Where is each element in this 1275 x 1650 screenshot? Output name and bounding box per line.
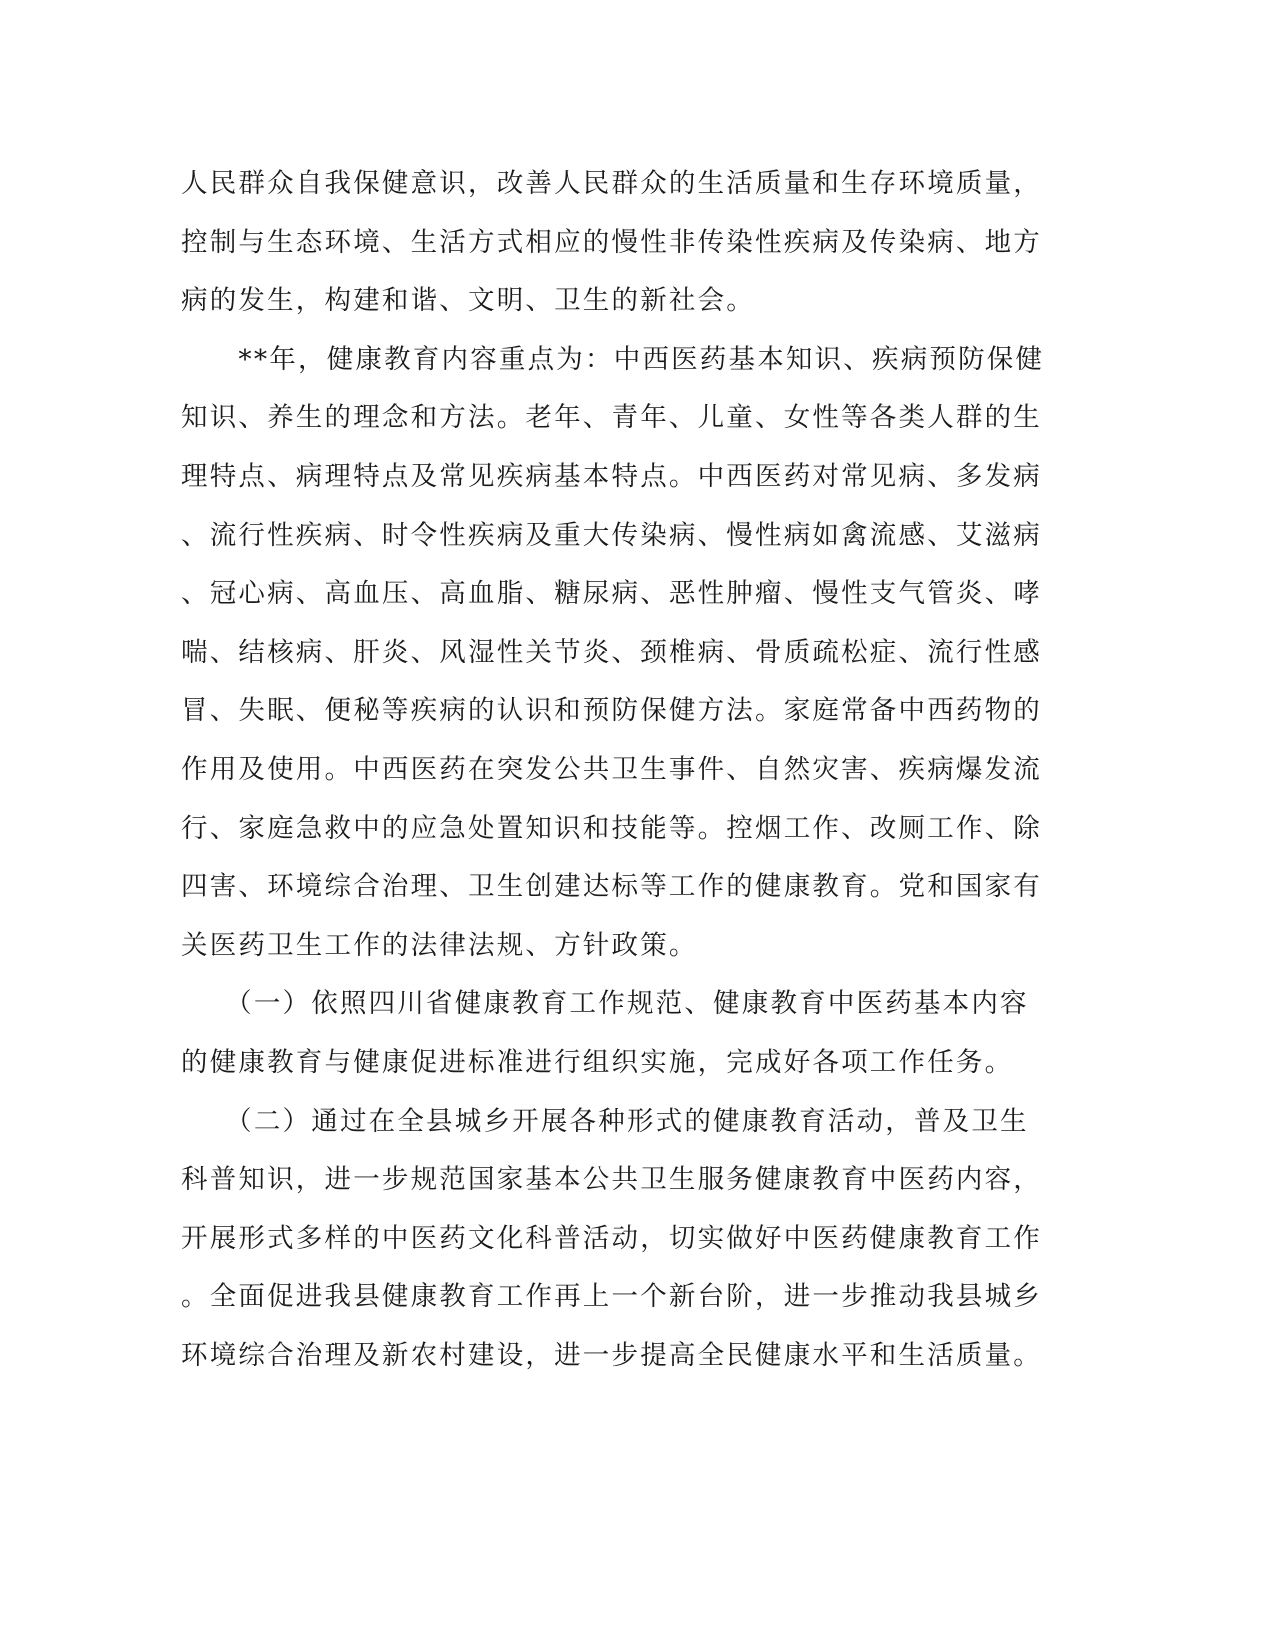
text-line: 行、家庭急救中的应急处置知识和技能等。控烟工作、改厕工作、除: [181, 812, 1042, 844]
text-line: 、流行性疾病、时令性疾病及重大传染病、慢性病如禽流感、艾滋病: [181, 519, 1042, 551]
text-line: 关医药卫生工作的法律法规、方针政策。: [181, 929, 698, 961]
text-line: 冒、失眠、便秘等疾病的认识和预防保健方法。家庭常备中西药物的: [181, 695, 1042, 727]
text-line: 的健康教育与健康促进标准进行组织实施，完成好各项工作任务。: [181, 1046, 1014, 1078]
text-line: 科普知识，进一步规范国家基本公共卫生服务健康教育中医药内容，: [181, 1164, 1042, 1196]
text-line: （一）依照四川省健康教育工作规范、健康教育中医药基本内容: [181, 988, 1029, 1020]
text-line: （二）通过在全县城乡开展各种形式的健康教育活动，普及卫生: [181, 1105, 1029, 1137]
text-line: 环境综合治理及新农村建设，进一步提高全民健康水平和生活质量。: [181, 1339, 1042, 1371]
text-line: 。全面促进我县健康教育工作再上一个新台阶，进一步推动我县城乡: [181, 1281, 1042, 1313]
text-line: 知识、养生的理念和方法。老年、青年、儿童、女性等各类人群的生: [181, 402, 1042, 434]
text-line: 理特点、病理特点及常见疾病基本特点。中西医药对常见病、多发病: [181, 460, 1042, 492]
text-line: 控制与生态环境、生活方式相应的慢性非传染性疾病及传染病、地方: [181, 226, 1042, 258]
text-line: **年，健康教育内容重点为：中西医药基本知识、疾病预防保健: [181, 343, 1045, 375]
text-line: 人民群众自我保健意识，改善人民群众的生活质量和生存环境质量，: [181, 168, 1042, 199]
text-line: 病的发生，构建和谐、文明、卫生的新社会。: [181, 285, 755, 317]
text-line: 四害、环境综合治理、卫生创建达标等工作的健康教育。党和国家有: [181, 871, 1042, 903]
text-line: 开展形式多样的中医药文化科普活动，切实做好中医药健康教育工作: [181, 1222, 1042, 1254]
text-line: 、冠心病、高血压、高血脂、糖尿病、恶性肿瘤、慢性支气管炎、哮: [181, 578, 1042, 610]
body-text: [181, 155, 1045, 1385]
text-line: 喘、结核病、肝炎、风湿性关节炎、颈椎病、骨质疏松症、流行性感: [181, 636, 1042, 668]
text-line: 作用及使用。中西医药在突发公共卫生事件、自然灾害、疾病爆发流: [181, 753, 1042, 785]
